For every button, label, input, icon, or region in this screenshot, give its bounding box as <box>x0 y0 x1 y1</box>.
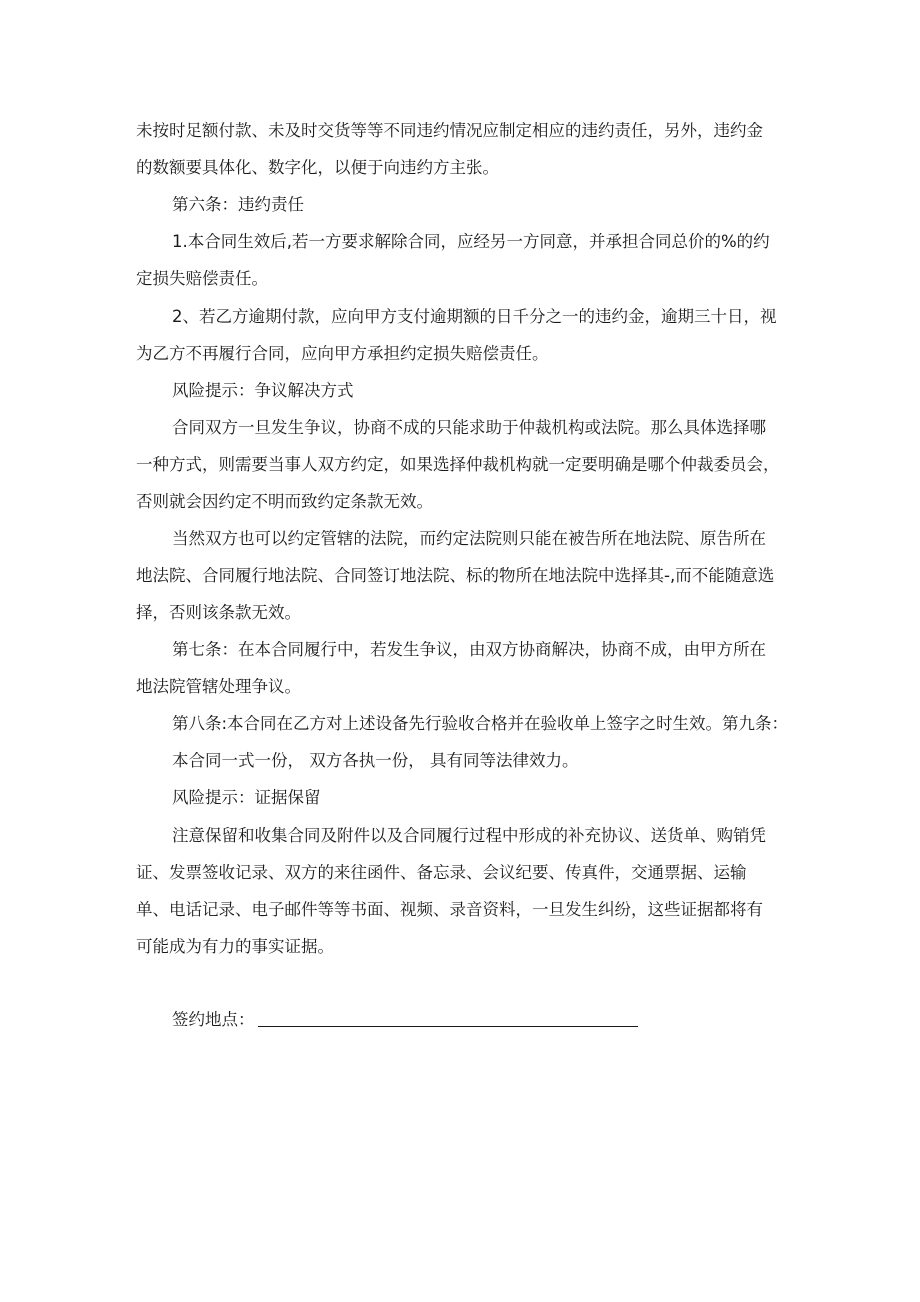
text-line: 证、发票签收记录、双方的来往函件、备忘录、会议纪要、传真件，交通票据、运输 <box>136 863 747 882</box>
article-6-heading: 第六条：违约责任 <box>172 195 304 214</box>
article-8-text: 第八条:本合同在乙方对上述设备先行验收合格并在验收单上签字之时生效。第九条： <box>172 714 789 733</box>
signature-location-label: 签约地点： <box>172 1010 255 1029</box>
text-line: 地法院管辖处理争议。 <box>136 677 301 696</box>
text-line: 否则就会因约定不明而致约定条款无效。 <box>136 492 433 511</box>
text-line: 单、电话记录、电子邮件等等书面、视频、录音资料，一旦发生纠纷，这些证据都将有 <box>136 900 763 919</box>
text-line: 未按时足额付款、未及时交货等等不同违约情况应制定相应的违约责任，另外，违约金 <box>136 121 763 140</box>
risk-tip-evidence-heading: 风险提示：证据保留 <box>172 788 321 807</box>
text-line: 地法院、合同履行地法院、合同签订地法院、标的物所在地法院中选择其-,而不能随意选 <box>136 566 775 585</box>
text-line: 当然双方也可以约定管辖的法院，而约定法院则只能在被告所在地法院、原告所在 <box>172 529 766 548</box>
signature-location-blank <box>258 1026 638 1027</box>
text-line: 注意保留和收集合同及附件以及合同履行过程中形成的补充协议、送货单、购销凭 <box>172 826 766 845</box>
text-line: 为乙方不再履行合同，应向甲方承担约定损失赔偿责任。 <box>136 344 549 363</box>
text-line: 本合同一式一份， 双方各执一份， 具有同等法律效力。 <box>172 751 579 770</box>
text-line: 的数额要具体化、数字化，以便于向违约方主张。 <box>136 158 499 177</box>
text-line: 2、若乙方逾期付款，应向甲方支付逾期额的日千分之一的违约金，逾期三十日，视 <box>172 307 777 326</box>
text-line: 定损失赔偿责任。 <box>136 269 268 288</box>
article-7-text: 第七条：在本合同履行中，若发生争议，由双方协商解决，协商不成，由甲方所在 <box>172 640 766 659</box>
text-line: 择，否则该条款无效。 <box>136 603 301 622</box>
text-line: 1.本合同生效后,若一方要求解除合同，应经另一方同意，并承担合同总价的%的约 <box>172 232 770 251</box>
text-line: 合同双方一旦发生争议，协商不成的只能求助于仲裁机构或法院。那么具体选择哪 <box>172 418 766 437</box>
text-line: 一种方式，则需要当事人双方约定，如果选择仲裁机构就一定要明确是哪个仲裁委员会， <box>136 455 780 474</box>
risk-tip-dispute-heading: 风险提示：争议解决方式 <box>172 381 354 400</box>
text-line: 可能成为有力的事实证据。 <box>136 937 334 956</box>
